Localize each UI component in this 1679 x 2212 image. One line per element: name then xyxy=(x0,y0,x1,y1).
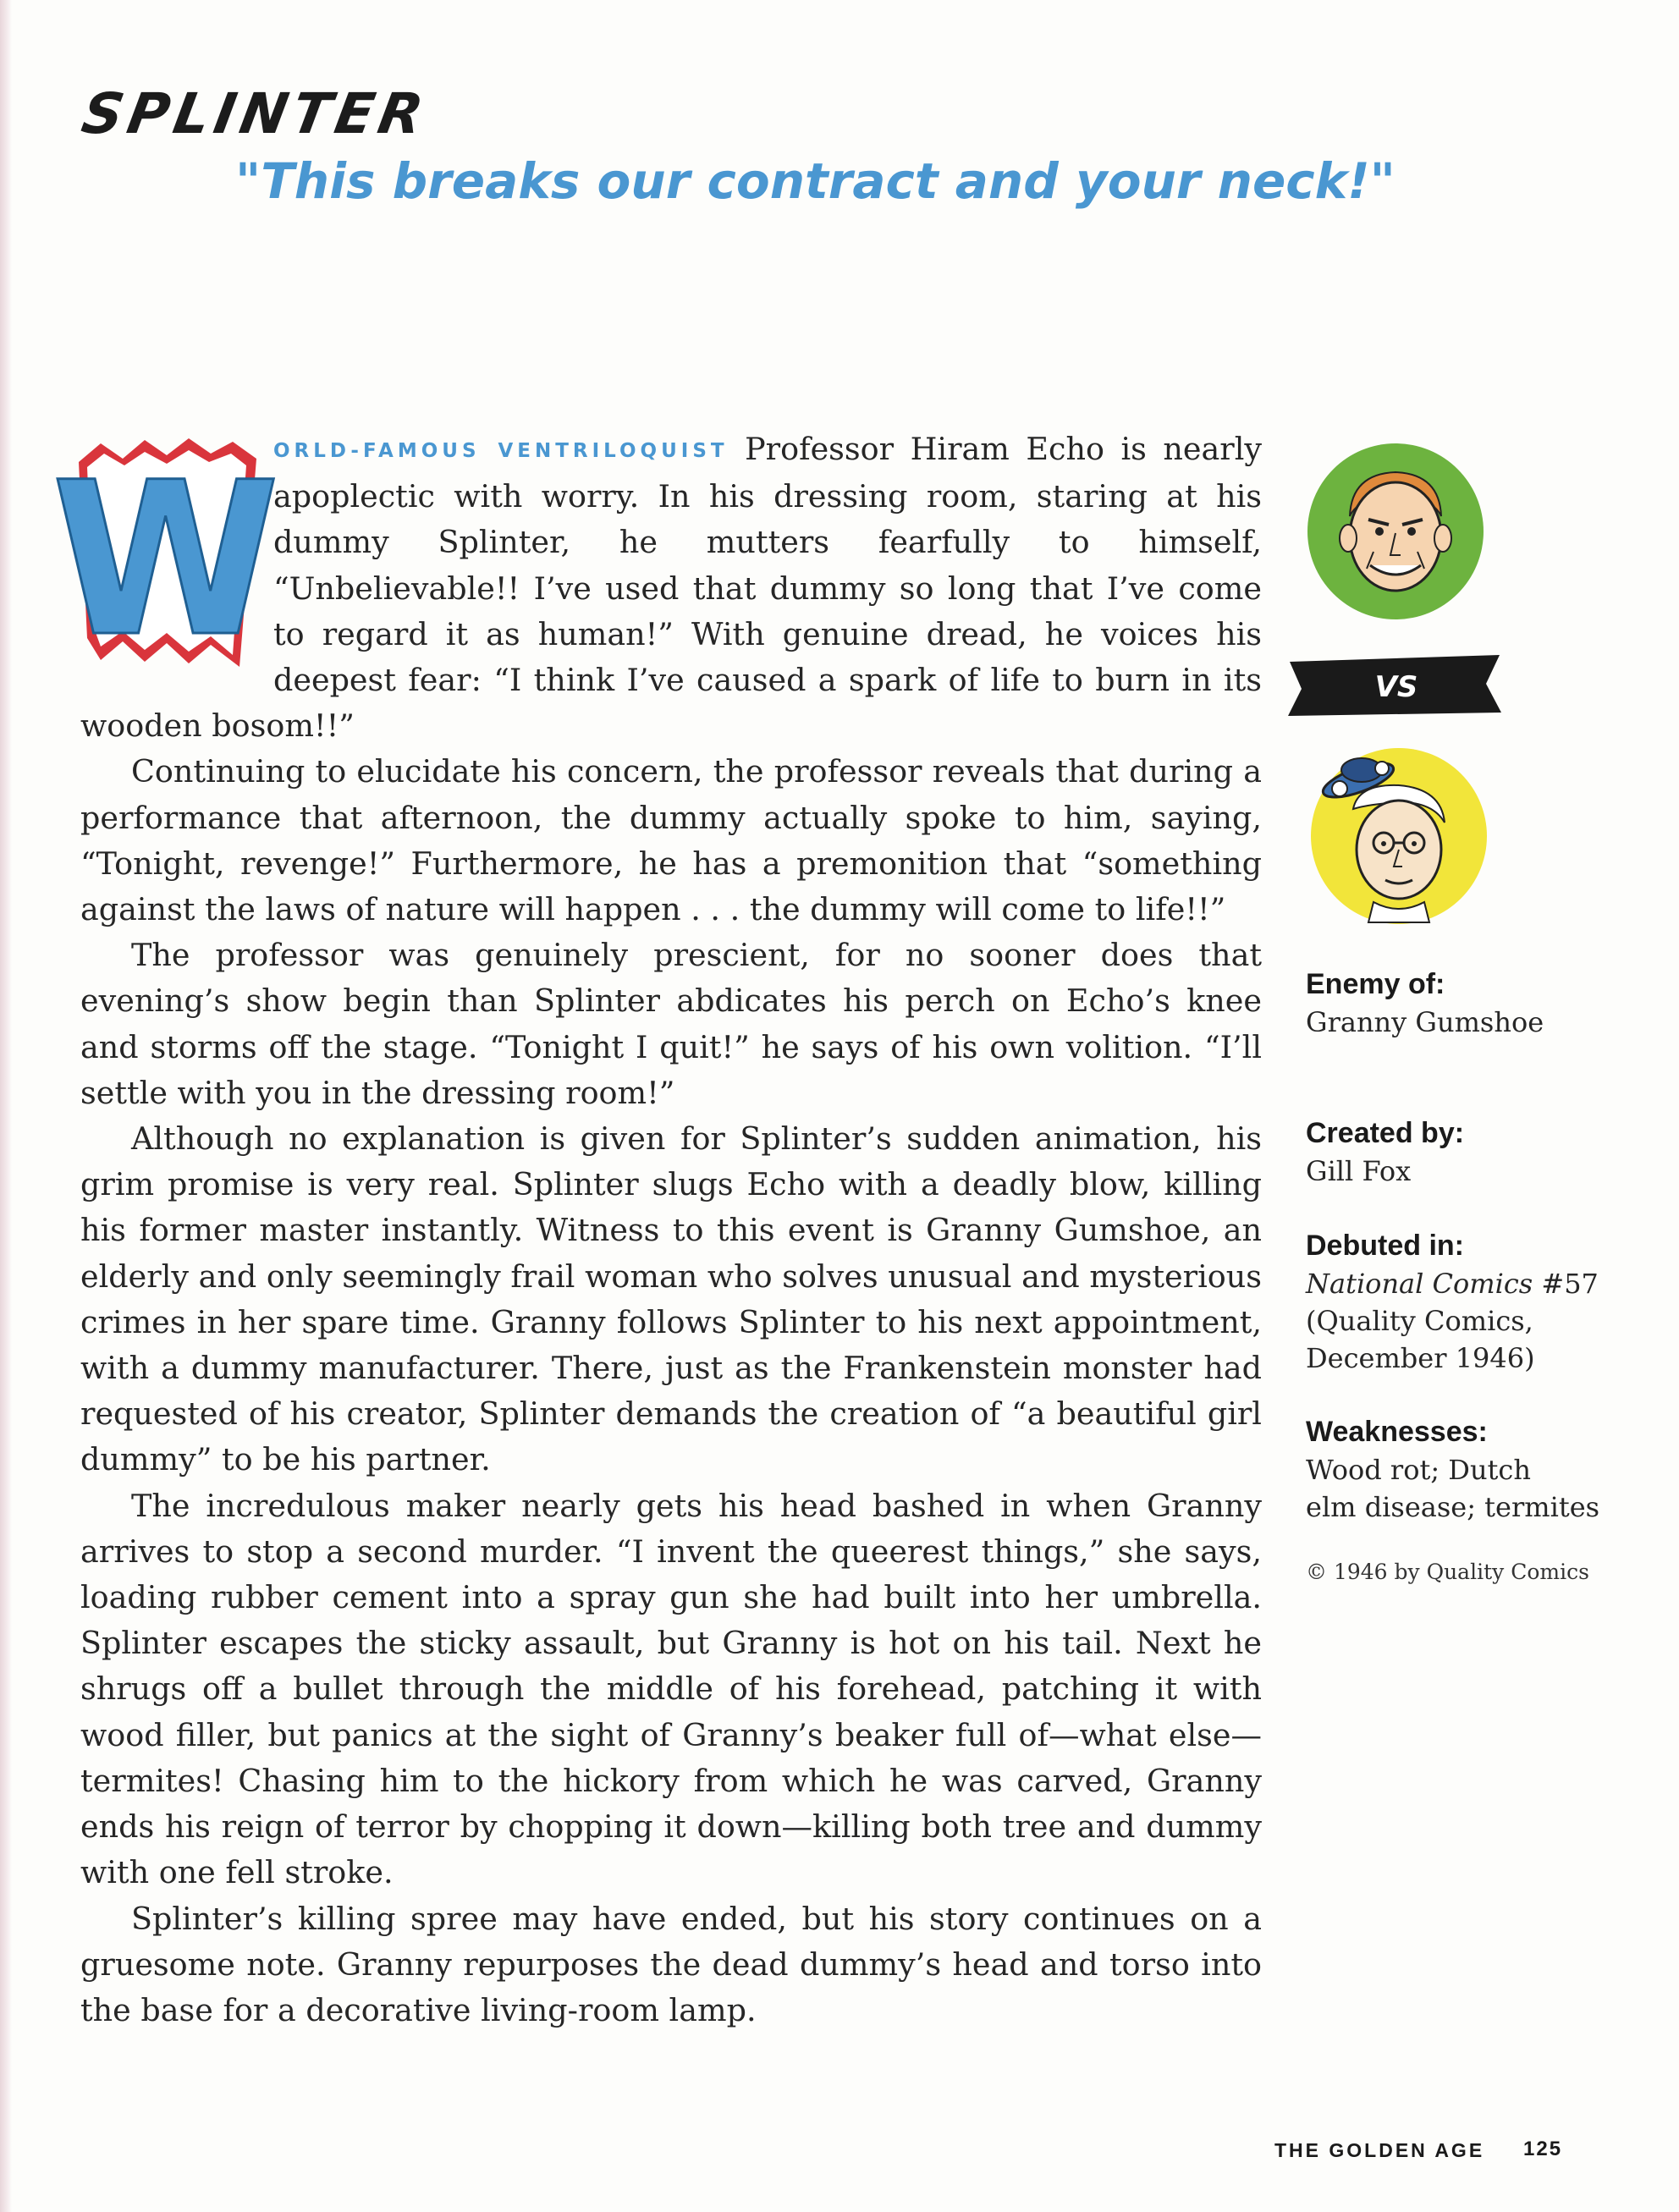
debuted-in-block xyxy=(1306,1228,1610,1377)
debuted-in-label: Debuted in: xyxy=(1306,1230,1464,1262)
debuted-in-value xyxy=(1306,1265,1610,1377)
granny-gumshoe-portrait xyxy=(1306,741,1492,927)
article-body xyxy=(51,426,1262,2033)
paragraph-4: Although no explanation is given for Splinter’s sudden animation, his grim promise is very real. Splinter slugs Echo with a deadly blow, killing his former master instantly. Witness to this event is Granny Gumshoe, an elderly and only seemingly frail woman who solves unusual and mysterious crimes in her spare time. Granny follows Splinter to his next appointment, with a dummy manufacturer. There, just as the Frankenstein monster had requested of his creator, Splinter demands the creation of “a beautiful girl dummy” to be his partner. xyxy=(80,1120,1262,1478)
created-by-label: Created by: xyxy=(1306,1117,1465,1149)
created-by-block xyxy=(1306,1115,1610,1190)
enemy-of-label: Enemy of: xyxy=(1306,968,1445,1000)
paragraph-3: The professor was genuinely prescient, for no sooner does that evening’s show begin than Splinter abdicates his perch on Echo’s knee and storms off the stage. “Tonight I quit!” he says of his own volition. “I’ll settle with you in the dressing room!” xyxy=(80,937,1262,1111)
paragraph-5: The incredulous maker nearly gets his head bashed in when Granny arrives to stop a second murder. “I invent the queerest things,” she says, loading rubber cement into a spray gun she had built into her umbrella. Splinter escapes the sticky assault, but Granny is hot on his tail. Next he shrugs off a bullet through the middle of his forehead, patching it with wood filler, but panics at the sight of Granny’s beaker full of—what else—termites! Chasing him to the hickory from which he was carved, Granny ends his reign of terror by chopping it down—killing both tree and dummy with one fell stroke. xyxy=(80,1487,1262,1891)
copyright-notice: © 1946 by Quality Comics xyxy=(1306,1560,1589,1584)
dropcap-letter: W xyxy=(51,437,280,684)
weaknesses-value: Wood rot; Dutch elm disease; termites xyxy=(1306,1454,1600,1523)
enemy-of-value: Granny Gumshoe xyxy=(1306,1006,1544,1038)
dropcap-w xyxy=(51,437,280,684)
lead-in: ORLD-FAMOUS VENTRILOQUIST xyxy=(273,440,729,462)
splinter-portrait xyxy=(1306,442,1485,621)
debut-date: December 1946) xyxy=(1306,1342,1535,1374)
paragraph-1: ORLD-FAMOUS VENTRILOQUIST Professor Hiram Echo is nearly apoplectic with worry. In his dressing room, staring at his dummy Splinter, he mutters fearfully to himself, “Unbelievable!! I’ve used that dummy so long that I’ve come to regard it as human!” With genuine dread, he voices his deepest fear: “I think I’ve caused a spark of life to burn in its wooden bosom!!” xyxy=(80,431,1262,745)
debut-title: National Comics xyxy=(1306,1268,1533,1300)
page-number: 125 xyxy=(1523,2138,1563,2160)
page-edge xyxy=(0,0,12,2212)
enemy-of-block xyxy=(1306,966,1610,1041)
page-title: SPLINTER xyxy=(77,81,433,146)
footer-section: THE GOLDEN AGE xyxy=(1274,2139,1485,2161)
paragraph-2: Continuing to elucidate his concern, the professor reveals that during a performance that afternoon, the dummy actually spoke to him, saying, “Tonight, revenge!” Furthermore, he has a premonition that “something against the laws of nature will happen . . . the dummy will come to life!!” xyxy=(80,753,1262,928)
vs-label: VS xyxy=(1374,670,1418,704)
weaknesses-block xyxy=(1306,1414,1610,1526)
created-by-value: Gill Fox xyxy=(1306,1155,1412,1187)
villain-quote: "This breaks our contract and your neck!" xyxy=(235,152,1395,210)
debut-publisher: (Quality Comics, xyxy=(1306,1305,1533,1337)
weaknesses-label: Weaknesses: xyxy=(1306,1416,1488,1448)
debut-issue: #57 xyxy=(1533,1268,1599,1300)
versus-banner xyxy=(1285,652,1505,719)
paragraph-6: Splinter’s killing spree may have ended, but his story continues on a gruesome note. Granny repurposes the dead dummy’s head and torso into the base for a decorative living-room lamp. xyxy=(80,1900,1262,2028)
